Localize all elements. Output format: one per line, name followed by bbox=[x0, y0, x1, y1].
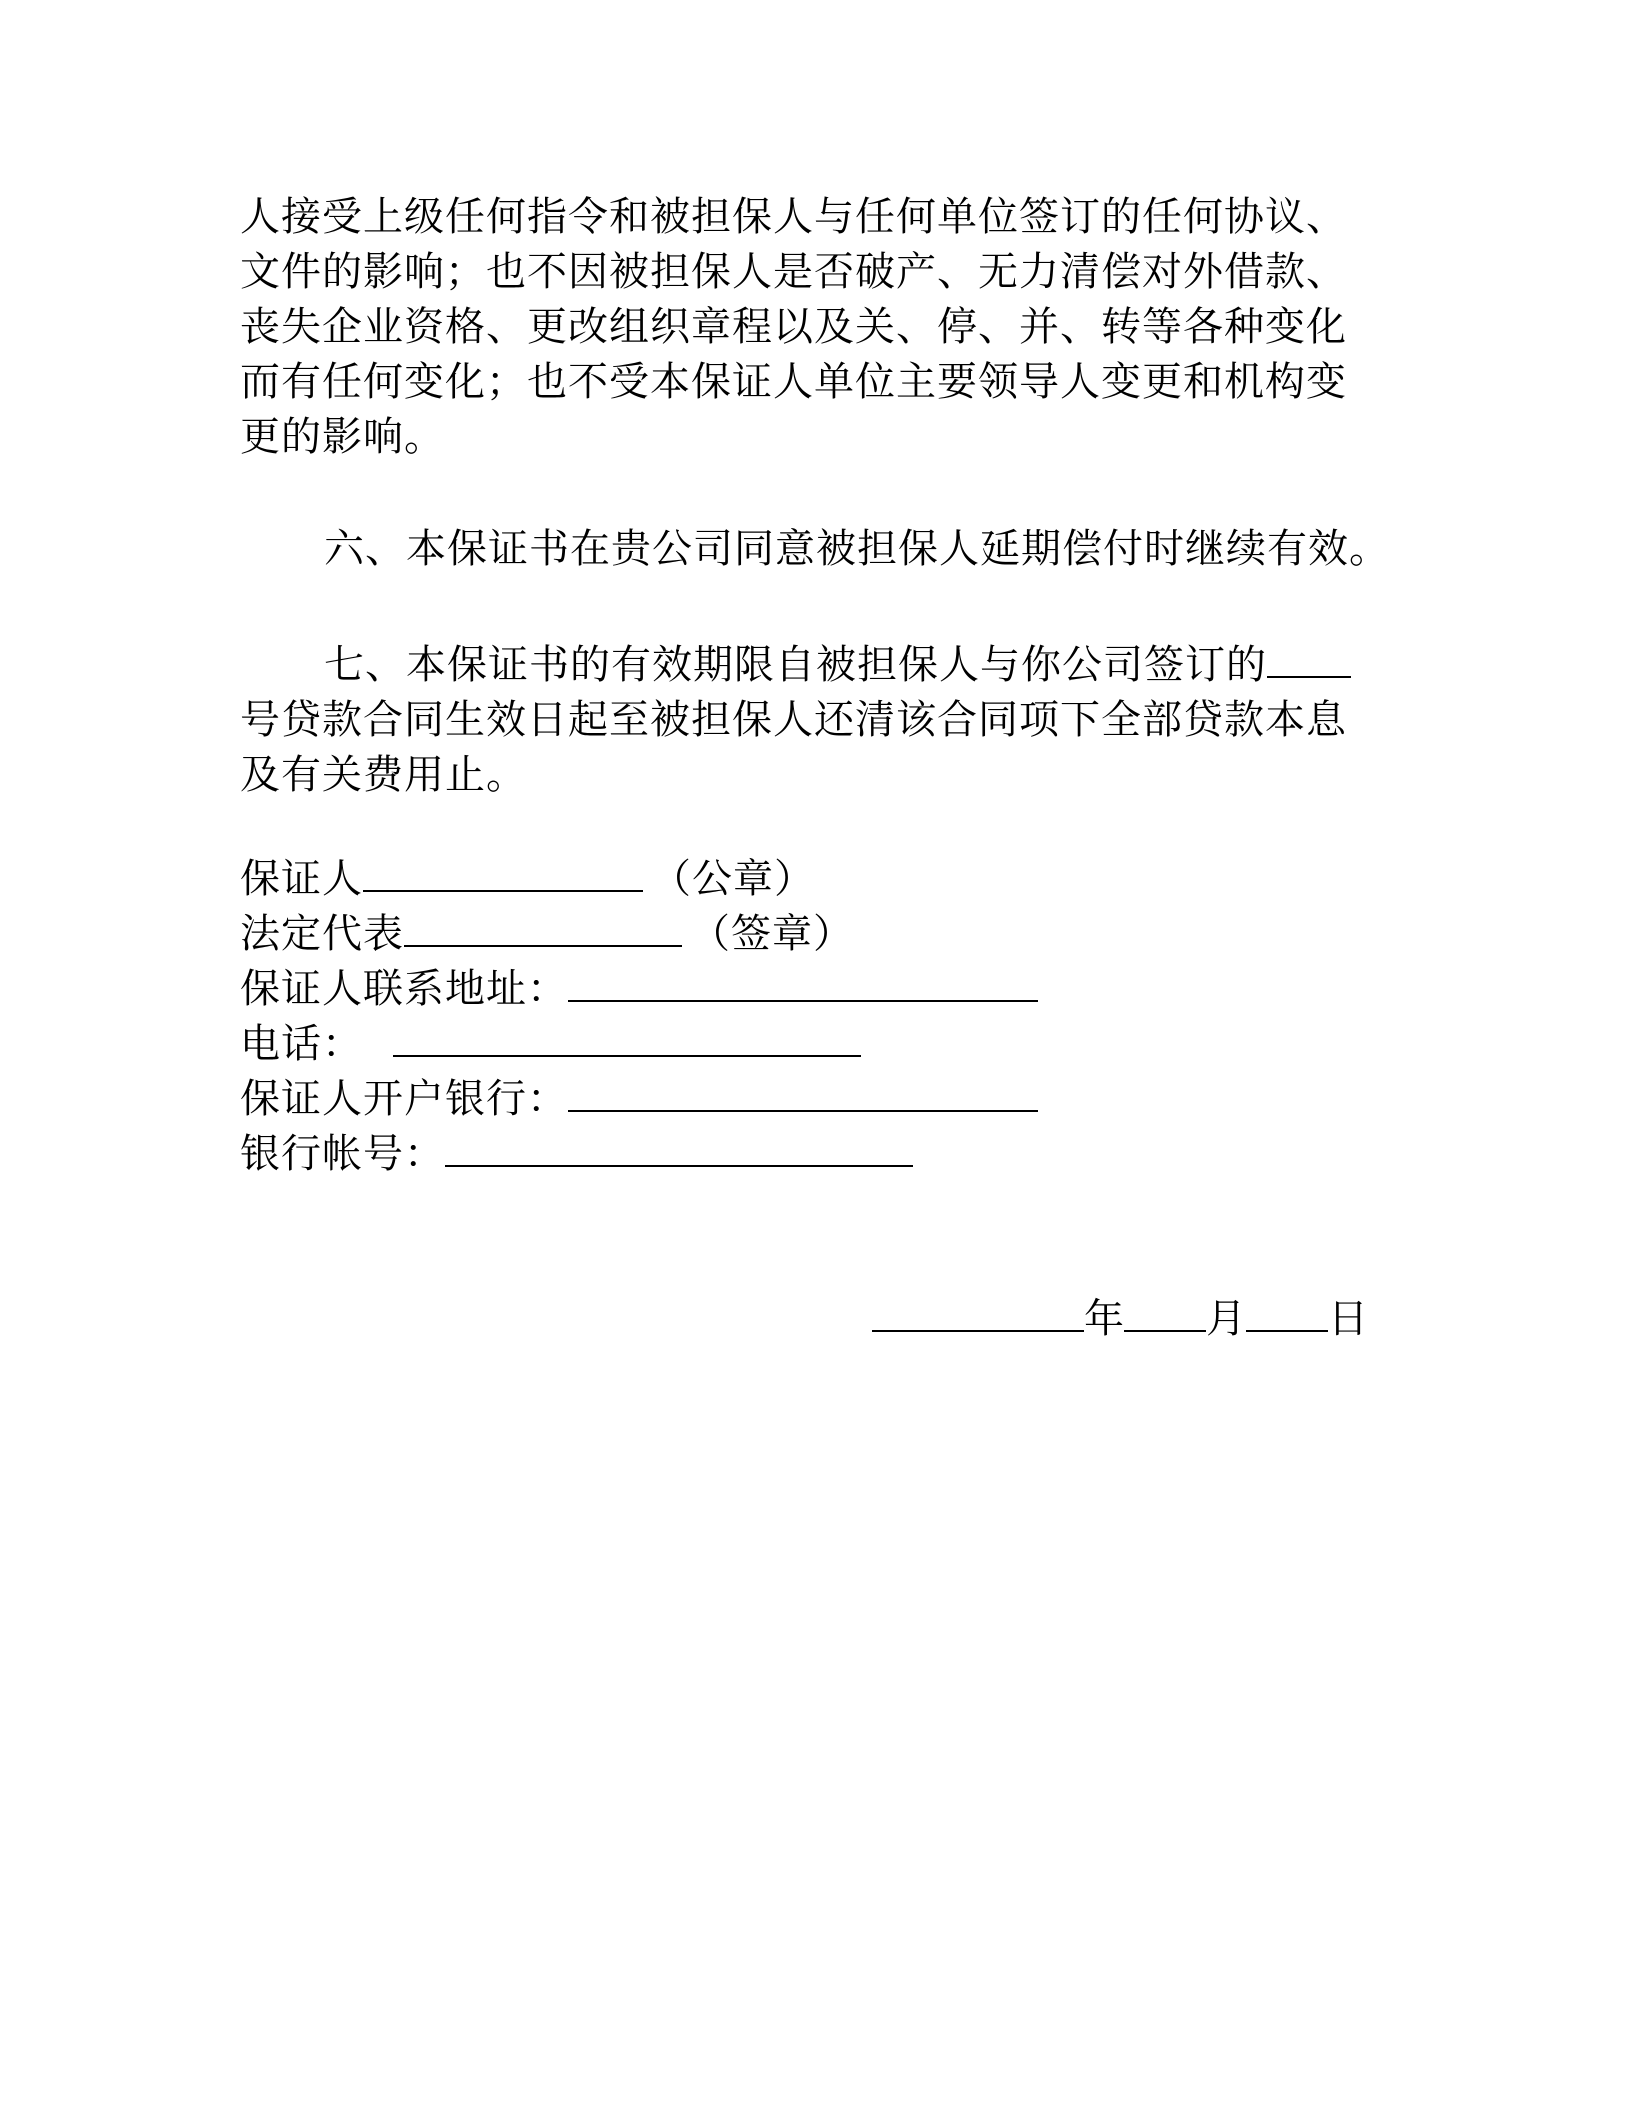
contract-number-blank[interactable] bbox=[1267, 636, 1351, 678]
clause-7 bbox=[240, 636, 1380, 803]
account-label: 银行帐号： bbox=[240, 1131, 445, 1177]
address-blank[interactable] bbox=[568, 960, 1038, 1002]
text-line: 人接受上级任何指令和被担保人与任何单位签订的任何协议、 bbox=[240, 194, 1347, 240]
bank-row bbox=[240, 1070, 1038, 1125]
legal-rep-seal-note: （签章） bbox=[690, 911, 854, 957]
signature-block bbox=[240, 850, 1038, 1180]
guarantor-row bbox=[240, 850, 1038, 905]
legal-rep-label: 法定代表 bbox=[240, 911, 404, 957]
legal-rep-row bbox=[240, 905, 1038, 960]
guarantor-blank[interactable] bbox=[363, 850, 643, 892]
year-label: 年 bbox=[1084, 1296, 1124, 1342]
phone-row bbox=[240, 1015, 1038, 1070]
day-blank[interactable] bbox=[1246, 1290, 1328, 1332]
clause-7-line-2: 号贷款合同生效日起至被担保人还清该合同项下全部贷款本息 bbox=[240, 697, 1347, 743]
clause-7-line-1-text: 七、本保证书的有效期限自被担保人与你公司签订的 bbox=[324, 642, 1267, 688]
account-blank[interactable] bbox=[445, 1125, 913, 1167]
guarantor-seal-note: （公章） bbox=[651, 856, 815, 902]
guarantor-label: 保证人 bbox=[240, 856, 363, 902]
text-line: 而有任何变化；也不受本保证人单位主要领导人变更和机构变 bbox=[240, 359, 1347, 405]
clause-7-line-1 bbox=[240, 636, 1380, 693]
address-label: 保证人联系地址： bbox=[240, 966, 568, 1012]
clause-6 bbox=[240, 522, 1390, 577]
text-line: 更的影响。 bbox=[240, 414, 445, 460]
clause-7-line-3: 及有关费用止。 bbox=[240, 752, 527, 798]
month-blank[interactable] bbox=[1124, 1290, 1206, 1332]
date-line bbox=[872, 1290, 1368, 1347]
year-blank[interactable] bbox=[872, 1290, 1084, 1332]
account-row bbox=[240, 1125, 1038, 1180]
text-line: 文件的影响；也不因被担保人是否破产、无力清偿对外借款、 bbox=[240, 249, 1347, 295]
address-row bbox=[240, 960, 1038, 1015]
clause-6-text: 六、本保证书在贵公司同意被担保人延期偿付时继续有效。 bbox=[324, 526, 1390, 572]
bank-label: 保证人开户银行： bbox=[240, 1076, 568, 1122]
day-label: 日 bbox=[1328, 1296, 1368, 1342]
text-line: 丧失企业资格、更改组织章程以及关、停、并、转等各种变化 bbox=[240, 304, 1347, 350]
legal-rep-blank[interactable] bbox=[404, 905, 682, 947]
month-label: 月 bbox=[1206, 1296, 1246, 1342]
phone-blank[interactable] bbox=[393, 1015, 861, 1057]
phone-label: 电话： bbox=[240, 1021, 363, 1067]
clause-5-continued bbox=[240, 190, 1380, 465]
bank-blank[interactable] bbox=[568, 1070, 1038, 1112]
